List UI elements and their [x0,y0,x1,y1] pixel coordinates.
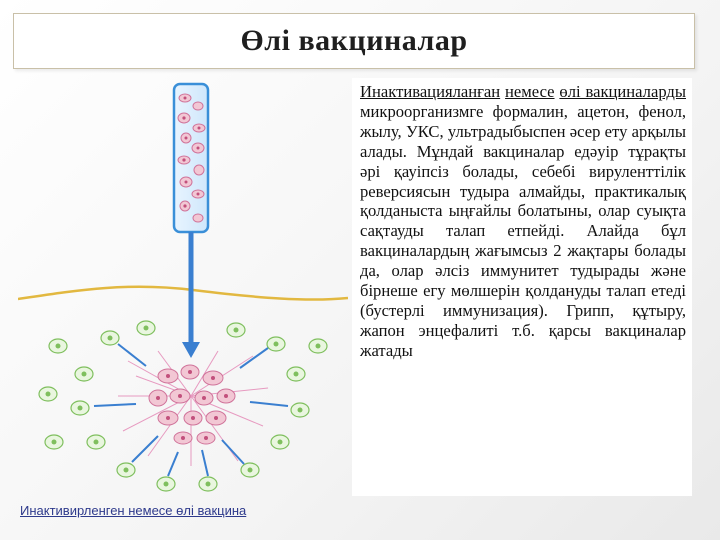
term-killed-vaccines: өлі вакциналарды [559,82,686,101]
tissue-line [18,287,348,300]
description-text: микроорганизмге формалин, ацетон, фенол, жылу, УКС, ультрадыбыспен әсер ету арқылы алады. Мұндай вакциналар едәуір тұрақты әрі қауіпсіз болады, себебі вируленттілік реверсиясын тудыра алмайды, практикалық қолданыста ыңғайлы болатыны, олар суықта сақтауды талап етпейді. Алайда бұл вакциналардың жағымсыз 2 жақтары болады да, олар әлсіз иммунитет тудырады және бірнеше егу мөлшерін қолдануды талап етеді (бустерлі иммунизация). Грипп, құтыру, жапон энцефалиті т.б. қарсы вакциналар жатады [360,101,686,360]
term-inactivated: Инактивацияланған [360,82,501,101]
slide-title: Өлі вакциналар [240,24,468,57]
term-or: немесе [505,82,555,101]
vaccine-illustration [18,76,348,501]
inactivated-vaccine-diagram-icon [18,76,348,501]
text-panel [352,78,692,496]
description-paragraph [360,82,686,361]
title-box [13,13,695,69]
figure-caption-link[interactable]: Инактивирленген немесе өлі вакцина [20,503,247,518]
central-cell-cluster [149,365,235,444]
